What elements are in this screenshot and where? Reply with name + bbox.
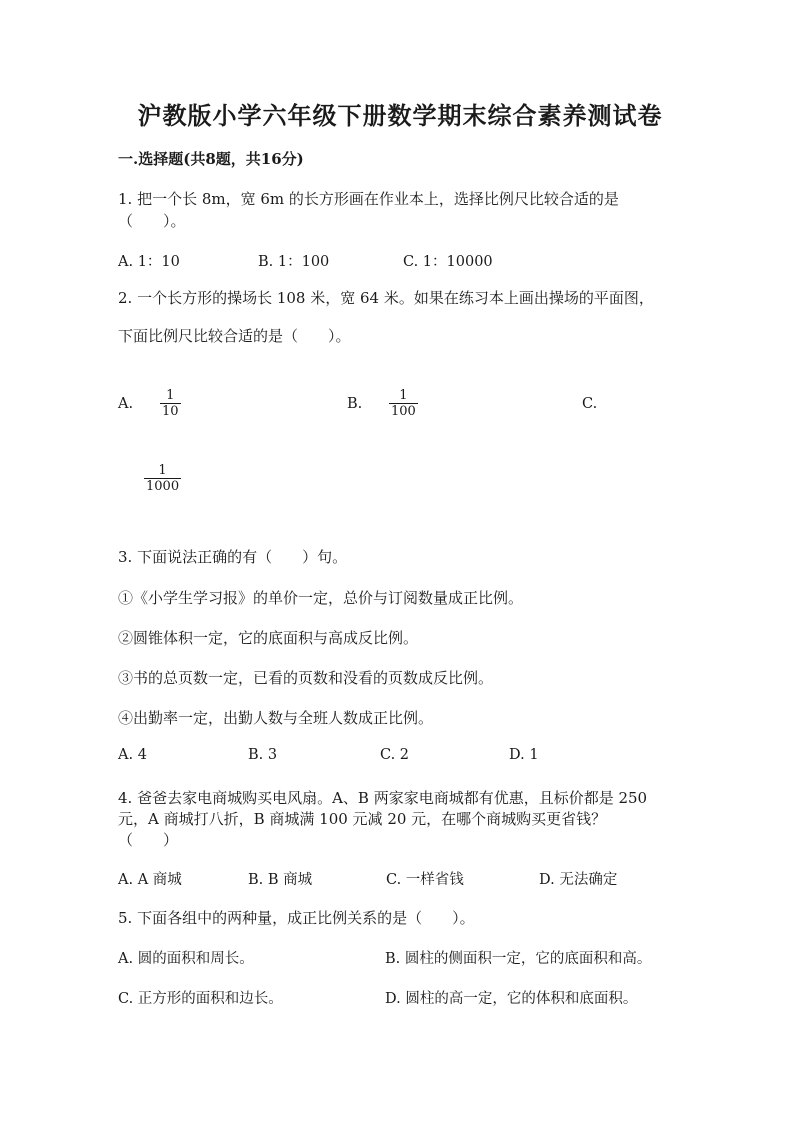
q4-option-c[interactable]: C. 一样省钱	[386, 872, 464, 888]
q1-option-a[interactable]: A. 1：10	[118, 254, 180, 270]
q3-statement-2: ②圆锥体积一定，它的底面积与高成反比例。	[118, 629, 419, 647]
fraction-numerator: 1	[166, 388, 175, 403]
page-title: 沪教版小学六年级下册数学期末综合素养测试卷	[137, 101, 663, 130]
q2-option-b-fraction[interactable]	[389, 388, 418, 419]
q4-option-d[interactable]: D. 无法确定	[539, 872, 618, 888]
q3-option-c[interactable]: C. 2	[380, 747, 410, 763]
section-heading: 一.选择题(共8题，共16分)	[118, 150, 304, 168]
question-5-text: 5. 下面各组中的两种量，成正比例关系的是（ ）。	[118, 909, 475, 927]
q4-option-a[interactable]: A. A 商城	[118, 872, 182, 888]
q3-statement-1: ①《小学生学习报》的单价一定，总价与订阅数量成正比例。	[118, 589, 524, 607]
q3-option-a[interactable]: A. 4	[118, 747, 147, 763]
fraction-numerator: 1	[158, 463, 167, 478]
q3-statement-3: ③书的总页数一定，已看的页数和没看的页数成反比例。	[118, 669, 494, 687]
q3-option-d[interactable]: D. 1	[509, 747, 539, 763]
q3-statement-4: ④出勤率一定，出勤人数与全班人数成正比例。	[118, 709, 434, 727]
question-2-text: 2. 一个长方形的操场长 108 米，宽 64 米。如果在练习本上画出操场的平面图，	[118, 289, 654, 307]
q5-option-b[interactable]: B. 圆柱的侧面积一定，它的底面积和高。	[385, 951, 652, 967]
fraction-numerator: 1	[399, 388, 408, 403]
q1-option-c[interactable]: C. 1：10000	[403, 254, 493, 270]
question-4-text-cont: 元，A 商城打八折，B 商城满 100 元减 20 元，在哪个商城购买更省钱？	[118, 810, 607, 828]
q2-option-a-fraction[interactable]	[160, 388, 181, 419]
q1-option-b[interactable]: B. 1：100	[258, 254, 330, 270]
q3-option-b[interactable]: B. 3	[248, 747, 278, 763]
fraction-denominator: 100	[391, 404, 416, 419]
question-4-text: 4. 爸爸去家电商城购买电风扇。A、B 两家家电商城都有优惠，且标价都是 250	[118, 789, 648, 807]
q2-option-c-label[interactable]: C.	[582, 396, 598, 412]
question-4-blank: （ ）	[118, 831, 179, 849]
q2-option-a-label[interactable]: A.	[118, 396, 134, 412]
q5-option-a[interactable]: A. 圆的面积和周长。	[118, 951, 254, 967]
question-1-text: 1. 把一个长 8m，宽 6m 的长方形画在作业本上，选择比例尺比较合适的是	[118, 190, 619, 208]
q2-option-c-fraction[interactable]	[144, 463, 181, 494]
fraction-denominator: 10	[162, 404, 179, 419]
fraction-denominator: 1000	[146, 479, 180, 494]
question-3-text: 3. 下面说法正确的有（ ）句。	[118, 548, 348, 566]
q2-option-b-label[interactable]: B.	[347, 396, 363, 412]
q5-option-c[interactable]: C. 正方形的面积和边长。	[118, 991, 283, 1007]
question-1-blank: （ ）。	[118, 212, 186, 230]
question-2-text-cont: 下面比例尺比较合适的是（ ）。	[118, 327, 351, 345]
q5-option-d[interactable]: D. 圆柱的高一定，它的体积和底面积。	[385, 991, 638, 1007]
q4-option-b[interactable]: B. B 商城	[248, 872, 313, 888]
